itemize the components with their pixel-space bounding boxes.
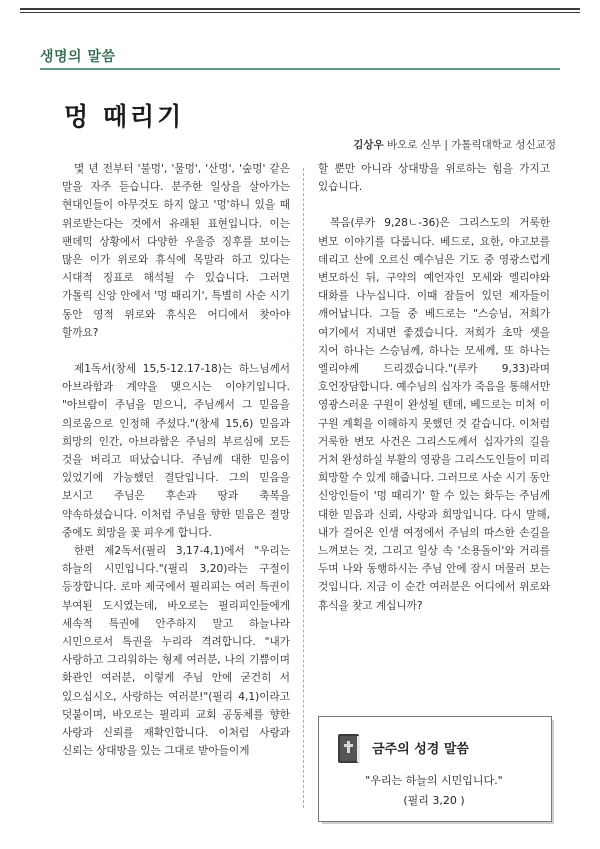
section-rule <box>40 68 560 70</box>
top-border-rule <box>20 8 580 10</box>
verse-box-title: 금주의 성경 말씀 <box>372 742 469 757</box>
verse-text: "우리는 하늘의 시민입니다." <box>365 774 503 787</box>
paragraph-continuation: 할 뿐만 아니라 상대방을 위로하는 힘을 가지고 있습니다. <box>318 163 550 194</box>
paragraph-first-reading: 제1독서(창세 15,5-12.17-18)는 하느님께서 아브라함과 계약을 맺으시는 이야기입니다. "아브람이 주님을 믿으니, 주님께서 그 믿음을 의로움으로 인정해 주셨다."(창세 15,6) 믿음과 희망의 인간, 아브라함은 주님의 부르심에 모든 것을 버리고 떠났습니다. 주님께 대한 믿음이 있었기에 가능했던 결단입니다. 그의 믿음을 보시고 주님은 후손과 땅과 축복을 약속하셨습니다. 이처럼 주님을 향한 믿음은 절망 중에도 희망을 꽃 피우게 합니다. <box>62 363 290 539</box>
article-column-left <box>62 160 290 761</box>
paragraph-second-reading: 한편 제2독서(필리 3,17-4,1)에서 "우리는 하늘의 시민입니다."(필리 3,20)라는 구절이 등장합니다. 로마 제국에서 필리피는 여러 특권이 부여된 도시였는데, 바오로는 필리피인들에게 세속적 특권에 안주하지 말고 하늘나라 시민으로서 특권을 누리라 격려합니다. "내가 사랑하고 그리워하는 형제 여러분, 나의 기쁨이며 화관인 여러분, 이렇게 주님 안에 굳건히 서 있으십시오, 사랑하는 여러분!"(필리 4,1)이라고 덧붙이며, 바오로는 필리피 교회 공동체를 향한 사랑과 신뢰를 재확인합니다. 이처럼 사랑과 신뢰는 상대방을 있는 그대로 받아들이게 <box>62 545 290 758</box>
paragraph-intro: 몇 년 전부터 '불멍', '물멍', '산멍', '숲멍' 같은 말을 자주 듣습니다. 분주한 일상을 살아가는 현대인들이 아무것도 하지 않고 '멍'하니 있을 때 위로받는다는 것에서 유래된 표현입니다. 이는 팬데믹 상황에서 다양한 우울증 징후를 보이는 많은 이가 위로와 휴식에 목말라 하고 있다는 시대적 징표로 해석될 수 있습니다. 그러면 가톨릭 신앙 안에서 '멍 때리기', 특별히 사순 시기 동안 영적 위로와 휴식은 어디에서 찾아야 할까요? <box>62 163 290 339</box>
section-label: 생명의 말씀 <box>40 49 116 65</box>
byline-author-name: 김상우 <box>353 139 384 151</box>
article-title: 멍 때리기 <box>64 102 185 131</box>
article-column-right <box>318 160 550 615</box>
column-divider <box>303 168 304 808</box>
verse-reference: (필리 3,20 ) <box>403 794 465 807</box>
paragraph-gospel: 복음(루카 9,28ㄴ-36)은 그리스도의 거룩한 변모 이야기를 다룹니다. 베드로, 요한, 야고보를 데리고 산에 오르신 예수님은 기도 중 영광스럽게 변모하신 뒤, 구약의 예언자인 모세와 엘리야와 대화를 나누십니다. 이때 잠들어 있던 제자들이 깨어납니다. 그들 중 베드로는 "스승님, 저희가 여기에서 지내면 좋겠습니다. 저희가 초막 셋을 지어 하나는 스승님께, 하나는 모세께, 또 하나는 엘리야께 드리겠습니다."(루카 9,33)라며 호언장담합니다. 예수님의 십자가 죽음을 통해서만 영광스러운 구원이 완성될 텐데, 베드로는 미처 이 구원 계획을 이해하지 못했던 것 같습니다. 이처럼 거룩한 변모 사건은 그리스도께서 십자가의 길을 거쳐 완성하실 부활의 영광을 그리스도인들이 미리 희망할 수 있게 해줍니다. 그러므로 사순 시기 동안 신앙인들이 '멍 때리기' 할 수 있는 화두는 주님께 대한 믿음과 신뢰, 사랑과 희망입니다. 다시 말해, 내가 걸어온 인생 여정에서 주님의 따스한 손길을 느껴보는 것, 그리고 일상 속 '소용돌이'와 거리를 두며 나와 동행하시는 주님 안에 잠시 머물러 보는 것입니다. 지금 이 순간 여러분은 어디에서 위로와 휴식을 찾고 계십니까? <box>318 217 550 612</box>
top-border-rule-thin <box>20 12 580 13</box>
bible-book-icon <box>336 732 362 766</box>
byline-affiliation: 바오로 신부 | 가톨릭대학교 성신교정 <box>383 139 556 151</box>
byline <box>353 137 556 152</box>
